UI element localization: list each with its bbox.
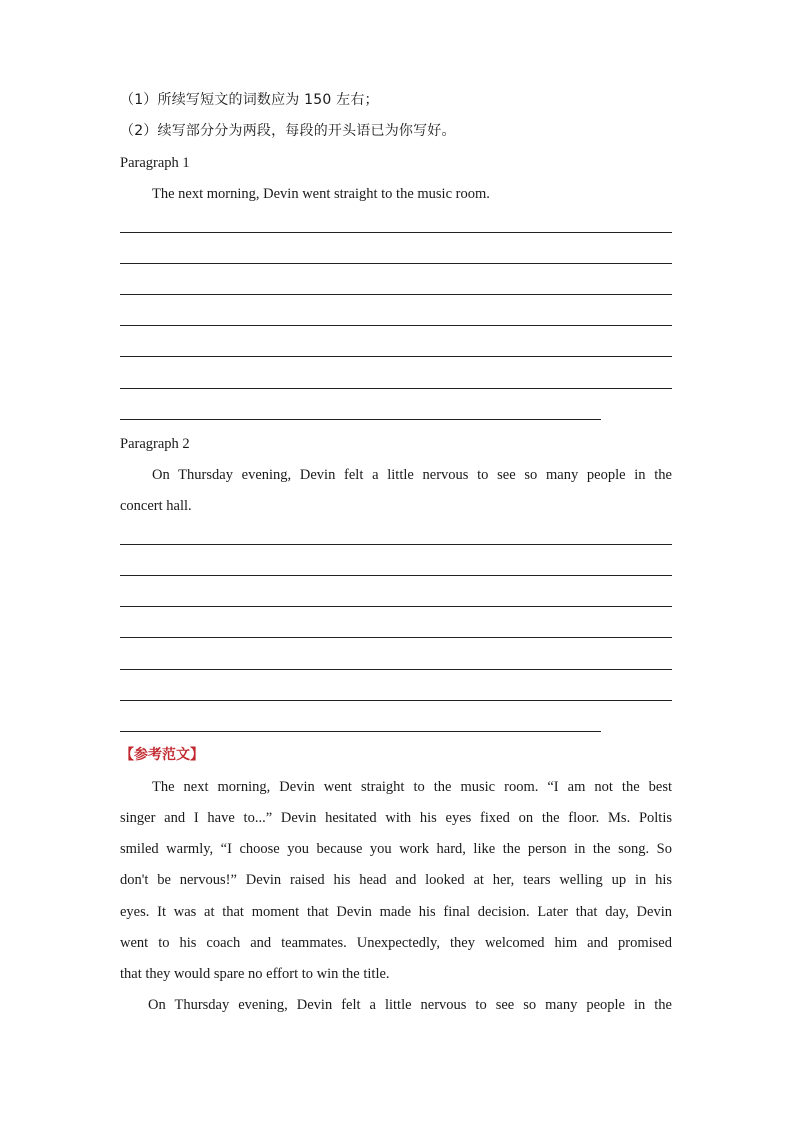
reference-line-3: smiled warmly, “I choose you because you work hard, like the person in the song. So xyxy=(120,841,672,857)
requirement-1: （1）所续写短文的词数应为 150 左右； xyxy=(120,92,379,108)
writing-line xyxy=(120,388,672,389)
paragraph-1-opening: The next morning, Devin went straight to the music room. xyxy=(152,186,490,202)
writing-line xyxy=(120,700,672,701)
reference-line-7: that they would spare no effort to win the title. xyxy=(120,966,390,982)
writing-line xyxy=(120,669,672,670)
reference-essay-title: 【参考范文】 xyxy=(120,747,204,763)
writing-line xyxy=(120,544,672,545)
paragraph-2-opening-line-1: On Thursday evening, Devin felt a little nervous to see so many people in the xyxy=(152,467,672,483)
reference-line-4: don't be nervous!” Devin raised his head and looked at her, tears welling up in his xyxy=(120,872,672,888)
reference-line-2: singer and I have to...” Devin hesitated with his eyes fixed on the floor. Ms. Poltis xyxy=(120,810,672,826)
writing-line xyxy=(120,294,672,295)
requirement-2: （2）续写部分分为两段，每段的开头语已为你写好。 xyxy=(120,123,456,139)
writing-line xyxy=(120,606,672,607)
paragraph-2-opening-line-2: concert hall. xyxy=(120,498,192,514)
writing-line xyxy=(120,232,672,233)
writing-line xyxy=(120,263,672,264)
paragraph-1-label: Paragraph 1 xyxy=(120,155,190,171)
reference-line-1: The next morning, Devin went straight to the music room. “I am not the best xyxy=(152,779,672,795)
reference-line-5: eyes. It was at that moment that Devin made his final decision. Later that day, Devin xyxy=(120,904,672,920)
writing-line-short xyxy=(120,731,601,732)
writing-line xyxy=(120,356,672,357)
paragraph-2-label: Paragraph 2 xyxy=(120,436,190,452)
writing-line-short xyxy=(120,419,601,420)
writing-line xyxy=(120,637,672,638)
reference-line-6: went to his coach and teammates. Unexpectedly, they welcomed him and promised xyxy=(120,935,672,951)
writing-line xyxy=(120,575,672,576)
writing-line xyxy=(120,325,672,326)
reference-line-8: On Thursday evening, Devin felt a little nervous to see so many people in the xyxy=(148,997,672,1013)
